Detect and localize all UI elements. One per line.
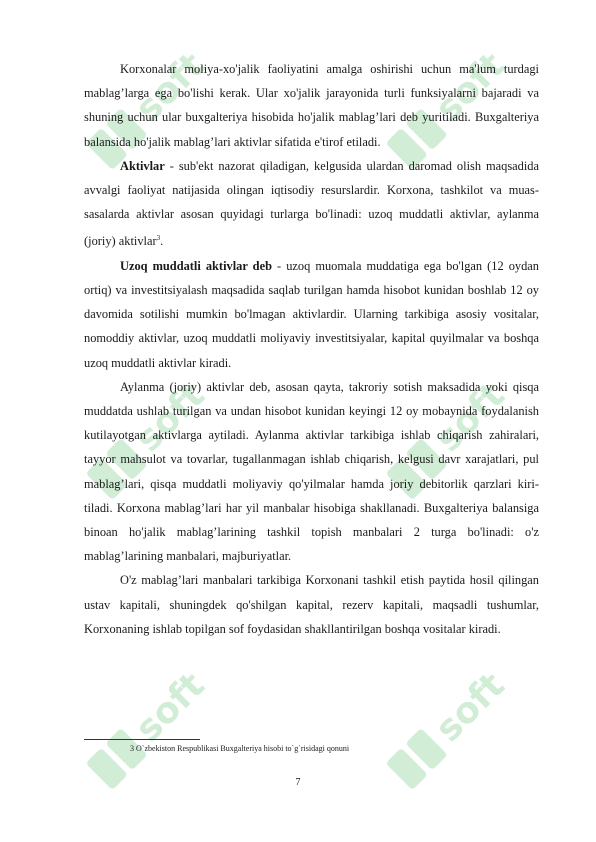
term-bold: Aktivlar: [120, 158, 165, 173]
paragraph: [84, 57, 539, 154]
svg-text:soft: soft: [127, 44, 210, 130]
paragraph-text: Korxonalar moliya-xo'jalik faoliyatini amalga oshirishi uchun ma'lum turdagi mablag’larga ega bo'lishi kerak. Ular xo'jalik jarayonida turli funksiyalarni bajaradi va shuning uchun ular buxgalteriya hisobida ho'jalik mablag’lari deb yuritiladi. Buxgalteriya balansida ho'jalik mablag’lari aktivlar sifatida e'tirof etiladi.: [84, 62, 539, 149]
paragraph: [84, 254, 539, 375]
svg-text:soft: soft: [427, 374, 510, 460]
paragraph: [84, 375, 539, 569]
paragraph-text: - sub'ekt nazorat qiladigan, kelgusida ulardan daromad olish maqsadida avvalgi faoliyat natijasida olingan iqtisodiy resurslardir. Korxona, tashkilot va muas-sasalarda aktivlar asosan quyidagi turlarga bo'linadi: uzoq muddatli aktivlar, aylanma (joriy) aktivlar: [84, 158, 539, 249]
body-text: [84, 57, 539, 641]
svg-text:soft: soft: [427, 44, 510, 130]
term-bold: Uzoq muddatli aktivlar deb: [120, 258, 272, 273]
svg-text:soft: soft: [127, 664, 210, 750]
paragraph: [84, 154, 539, 254]
paragraph-text: .: [160, 234, 164, 249]
footnote: 3 O`zbekiston Respublikasi Buxgalteriya hisobi to`g`risidagi qonuni: [130, 744, 350, 753]
footnote-ref[interactable]: 3: [156, 234, 161, 243]
page-number: 7: [295, 777, 301, 788]
paragraph-text: - uzoq muomala muddatiga ega bo'lgan (12 oydan ortiq) va investitsiyalash maqsadida saqlab turilgan hamda hisobot kunidan boshlab 12 oy davomida sotilishi mumkin bo'lmagan aktivlardir. Ularning tarkibiga asosiy vositalar, nomoddiy aktivlar, uzoq muddatli moliyaviy investitsiyalar, kapital quyilmalar va boshqa uzoq muddatli aktivlar kiradi.: [84, 258, 540, 370]
paragraph-text: Aylanma (joriy) aktivlar deb, asosan qayta, takroriy sotish maksadida yoki qisqa muddatda ushlab turilgan va undan hisobot kunidan keyingi 12 oy mobaynida foydalanish kutilayotgan aktivlarga aytiladi. Aylanma aktivlar tarkibiga ishlab chiqarish zahiralari, tayyor mahsulot va tovarlar, tugallanmagan ishlab chiqarish, kelgusi davr xarajatlari, pul mablag’lari, qisqa muddatli moliyaviy qo'yilmalar hamda joriy debitorlik qarzlari kiri-tiladi. Korxona mablag’lari har yil manbalar hisobiga shakllanadi. Buxgalteriya balansiga binoan ho'jalik mablag’larining tashkil topish manbalari 2 turga bo'linadi: o'z mablag’larining manbalari, majburiyatlar.: [84, 379, 539, 564]
paragraph-text: O'z mablag’lari manbalari tarkibiga Korxonani tashkil etish paytida hosil qilingan ustav kapitali, shuningdek qo'shilgan kapital, rezerv kapitali, maqsadli tushumlar, Korxonaning ishlab topilgan sof foydasidan shakllantirilgan boshqa vositalar kiradi.: [84, 573, 539, 636]
svg-text:soft: soft: [127, 374, 210, 460]
footnote-divider: [84, 739, 200, 740]
paragraph: [84, 568, 539, 641]
svg-text:soft: soft: [427, 664, 510, 750]
